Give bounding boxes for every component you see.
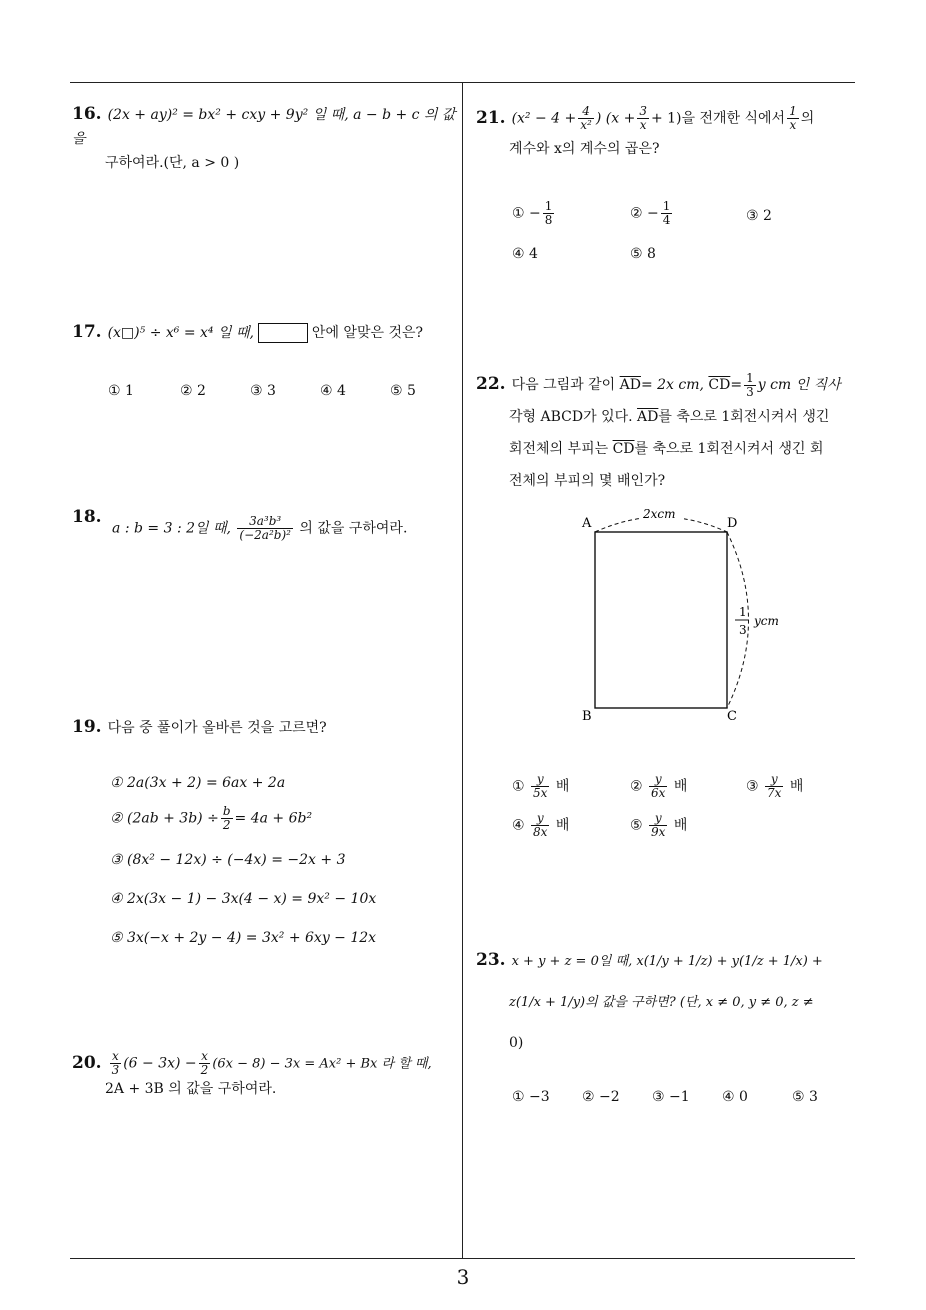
q23-choice-1[interactable]: ① −3 (512, 1089, 550, 1105)
question-number: 16. (72, 104, 102, 124)
q21-choice-5[interactable]: ⑤ 8 (630, 246, 656, 262)
vertex-c: C (727, 709, 737, 724)
bottom-rule (70, 1258, 855, 1259)
answer-blank-box (258, 323, 308, 343)
question-text: (x□)⁵ ÷ x⁶ = x⁴ 일 때, (107, 325, 254, 341)
page-number: 3 (456, 1265, 470, 1289)
question-text: a : b = 3 : 2일 때, (112, 520, 231, 537)
q19-choice-2[interactable]: ② (2ab + 3b) ÷ $\frac{b}{2}$ = 4a + 6b² (110, 804, 313, 832)
question-text-post: 안에 알맞은 것은? (311, 325, 423, 341)
q17-choice-5[interactable]: ⑤ 5 (390, 383, 416, 399)
q23-choice-4[interactable]: ④ 0 (722, 1089, 748, 1105)
q19-choice-4[interactable]: ④ 2x(3x − 1) − 3x(4 − x) = 9x² − 10x (110, 891, 377, 907)
question-text-2: 구하여라.(단, a > 0 ) (105, 155, 240, 171)
question-17 (72, 320, 457, 345)
q19-choice-5[interactable]: ⑤ 3x(−x + 2y − 4) = 3x² + 6xy − 12x (110, 930, 377, 946)
question-text: (2x + ay)² = bx² + cxy + 9y² 일 때, a − b + c 의 값을 (72, 107, 456, 147)
right-frac-num: 1 (739, 605, 747, 619)
top-length-label: 2xcm (643, 507, 676, 521)
q17-choice-4[interactable]: ④ 4 (320, 383, 346, 399)
q19-choice-1[interactable]: ① 2a(3x + 2) = 6ax + 2a (110, 775, 286, 791)
question-19 (72, 715, 457, 740)
question-text-2: 2A + 3B 의 값을 구하여라. (105, 1081, 277, 1097)
q21-choice-2[interactable]: ② − $\frac{1}{4}$ (630, 199, 671, 227)
fraction: $\frac{\text{3a³b³}}{\text{(−2a²b)²}}$ (239, 514, 291, 542)
question-number: 19. (72, 717, 102, 737)
q22-choice-3[interactable]: ③ $\frac{y}{7x}$ 배 (746, 772, 804, 800)
question-21: 21. (x² − 4 + $\frac{4}{\text{x²}}$ ) (x + $\frac{3}{x}$ + 1)을 전개한 식에서 $\frac{1}{x}$ 의 계수와 x의 계수의 곱은? (476, 104, 815, 157)
q21-choice-1[interactable]: ① − $\frac{1}{8}$ (512, 199, 553, 227)
q21-choice-3[interactable]: ③ 2 (746, 208, 772, 224)
question-number: 18. (72, 507, 102, 527)
vertex-b: B (582, 709, 592, 724)
q17-choice-1[interactable]: ① 1 (108, 383, 134, 399)
question-number: 23. (476, 950, 506, 970)
vertex-a: A (582, 516, 592, 531)
q23-choice-2[interactable]: ② −2 (582, 1089, 620, 1105)
q17-choice-2[interactable]: ② 2 (180, 383, 206, 399)
question-20: 20. $\frac{x}{3}$ (6 − 3x) − $\frac{x}{2}$ (6x − 8) − 3x = Ax² + Bx 라 할 때, 2A + 3B 의 값을 구하여라. (72, 1049, 432, 1097)
right-length-unit: ycm (754, 614, 779, 628)
q19-choice-3[interactable]: ③ (8x² − 12x) ÷ (−4x) = −2x + 3 (110, 852, 346, 868)
q22-choice-2[interactable]: ② $\frac{y}{6x}$ 배 (630, 772, 688, 800)
q21-choice-4[interactable]: ④ 4 (512, 246, 538, 262)
q23-choice-3[interactable]: ③ −1 (652, 1089, 690, 1105)
q22-choice-5[interactable]: ⑤ $\frac{y}{9x}$ 배 (630, 811, 688, 839)
question-number: 17. (72, 322, 102, 342)
question-16 (72, 102, 457, 175)
question-number: 22. (476, 374, 506, 394)
right-frac-den: 3 (739, 623, 747, 637)
question-text-post: 의 값을 구하여라. (299, 520, 408, 537)
vertex-d: D (727, 516, 738, 531)
q22-choice-4[interactable]: ④ $\frac{y}{8x}$ 배 (512, 811, 570, 839)
question-text: 다음 중 풀이가 올바른 것을 고르면? (107, 720, 327, 736)
rectangle-abcd (595, 532, 727, 708)
q22-choice-1[interactable]: ① $\frac{y}{5x}$ 배 (512, 772, 570, 800)
question-text-2: 계수와 x의 계수의 곱은? (509, 141, 660, 157)
column-divider (462, 82, 463, 1258)
question-number: 21. (476, 107, 506, 128)
q17-choice-3[interactable]: ③ 3 (250, 383, 276, 399)
question-18 (72, 505, 457, 542)
question-22: 22. 다음 그림과 같이 $\overline{AD}= 2x$ cm, $\overline{CD}=$ $\frac{1}{3}$ y cm 인 직사 각형 ABCD가 있다. $\overline{AD}$를 축으로 1회전시켜서 생긴 회전체의 부피는 $\overline{CD}$를 축으로 1회전시켜서 생긴 회 전체의 부피의 몇 배인가? (476, 370, 841, 489)
rectangle-figure (570, 500, 800, 730)
q23-choice-5[interactable]: ⑤ 3 (792, 1089, 818, 1105)
question-23: 23. x + y + z = 0일 때, x(1/y + 1/z) + y(1/z + 1/x) + z(1/x + 1/y)의 값을 구하면? (단, x ≠ 0, y ≠ 0, z ≠ 0) (476, 950, 823, 1051)
question-number: 20. (72, 1052, 102, 1073)
